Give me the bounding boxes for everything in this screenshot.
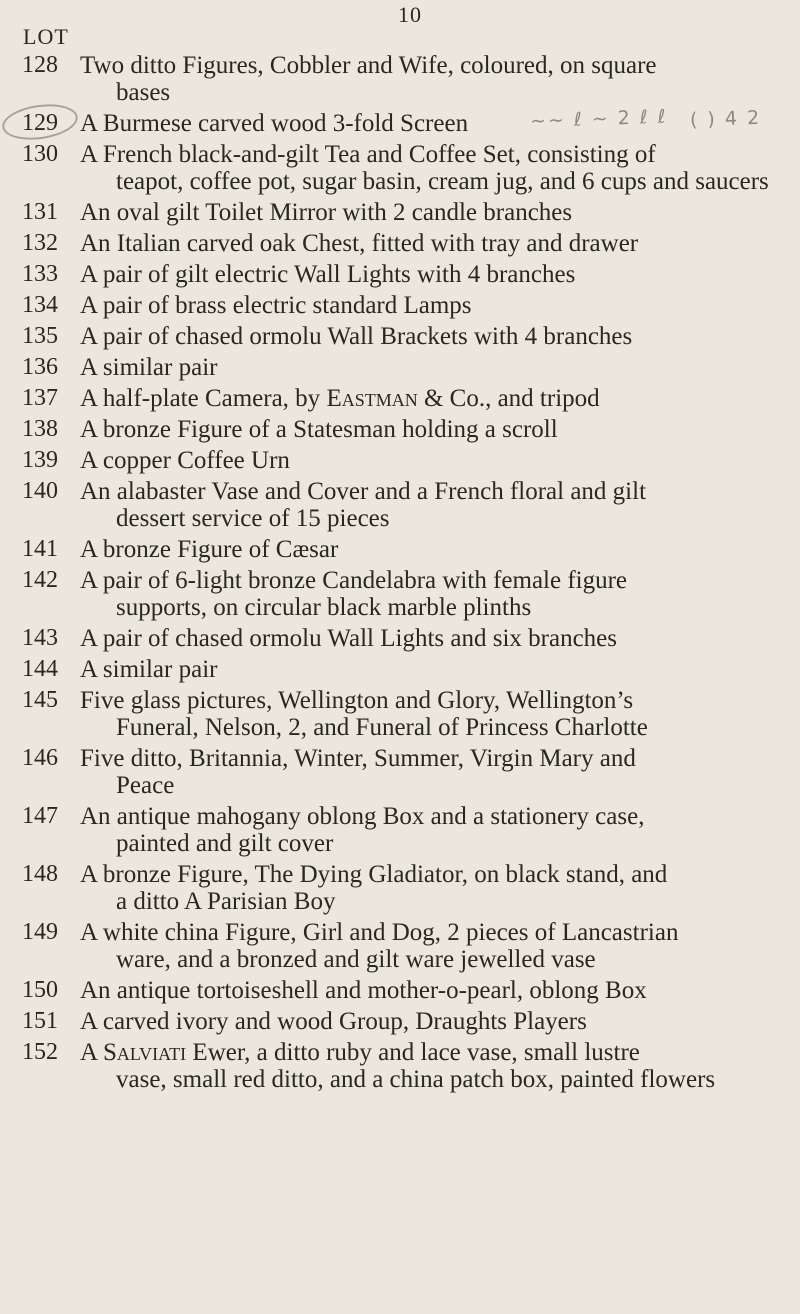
lot-description (80, 478, 770, 532)
lot-entry (0, 447, 800, 474)
lot-entry (0, 656, 800, 683)
lot-entry (0, 261, 800, 288)
lot-entry (0, 354, 800, 381)
lot-description-text: A pair of gilt electric Wall Lights with 4 branches (80, 261, 576, 288)
lot-description-text: Five ditto, Britannia, Winter, Summer, Virgin Mary and (80, 745, 636, 772)
lot-description-continuation: ware, and a bronzed and gilt ware jewelled vase (116, 946, 596, 973)
lot-description (80, 323, 770, 350)
lot-entry (0, 687, 800, 741)
lot-entry (0, 385, 800, 412)
lot-description-text: An antique mahogany oblong Box and a stationery case, (80, 803, 645, 830)
lot-number: 136 (22, 354, 58, 380)
lot-number: 129 (22, 110, 58, 136)
lot-description-text: A bronze Figure, The Dying Gladiator, on black stand, and (80, 861, 668, 888)
lot-entry (0, 745, 800, 799)
lot-description-text: An Italian carved oak Chest, fitted with tray and drawer (80, 230, 639, 257)
lot-description-continuation: a ditto A Parisian Boy (116, 888, 336, 915)
lot-description (80, 385, 770, 412)
lot-description-text: A carved ivory and wood Group, Draughts Players (80, 1008, 587, 1035)
lot-number: 149 (22, 919, 58, 945)
lot-entry (0, 110, 800, 137)
lot-description (80, 656, 770, 683)
lot-description-text: A white china Figure, Girl and Dog, 2 pieces of Lancastrian (80, 919, 679, 946)
lot-number: 145 (22, 687, 58, 713)
lot-number: 152 (22, 1039, 58, 1065)
lot-number: 144 (22, 656, 58, 682)
lot-description-continuation: bases (116, 79, 171, 106)
lot-description-continuation: supports, on circular black marble plinths (116, 594, 532, 621)
lot-number: 150 (22, 977, 58, 1003)
lot-entry (0, 292, 800, 319)
lot-entry (0, 919, 800, 973)
lot-description-continuation: Funeral, Nelson, 2, and Funeral of Princess Charlotte (116, 714, 648, 741)
lot-description-continuation: Peace (116, 772, 175, 799)
lot-number: 128 (22, 52, 58, 78)
lot-entry (0, 199, 800, 226)
lot-description (80, 625, 770, 652)
lot-number: 143 (22, 625, 58, 651)
lot-description (80, 745, 770, 799)
lot-entry (0, 567, 800, 621)
lot-description-continuation: vase, small red ditto, and a china patch box, painted flowers (116, 1066, 716, 1093)
lot-description (80, 110, 770, 137)
lot-number: 130 (22, 141, 58, 167)
lot-description-text: A pair of brass electric standard Lamps (80, 292, 472, 319)
lot-description (80, 977, 770, 1004)
lot-description (80, 919, 770, 973)
lot-description-text-after: & Co., and tripod (417, 385, 600, 412)
lot-description-text: A similar pair (80, 354, 218, 381)
lot-entry (0, 230, 800, 257)
lot-description-continuation: teapot, coffee pot, sugar basin, cream jug, and 6 cups and saucers (116, 168, 769, 195)
lot-entry (0, 803, 800, 857)
lot-description-text: An alabaster Vase and Cover and a French floral and gilt (80, 478, 647, 505)
lot-entry (0, 141, 800, 195)
lot-description-text: An antique tortoiseshell and mother-o-pearl, oblong Box (80, 977, 647, 1004)
lot-description-text: A copper Coffee Urn (80, 447, 290, 474)
lot-description (80, 1039, 770, 1093)
lot-description (80, 567, 770, 621)
lot-description (80, 416, 770, 443)
lot-number: 147 (22, 803, 58, 829)
lot-entry (0, 536, 800, 563)
handwritten-annotation-2: ( ) 4 2 (689, 106, 762, 132)
lot-description (80, 354, 770, 381)
lot-description (80, 803, 770, 857)
lot-number: 146 (22, 745, 58, 771)
lot-entry (0, 1039, 800, 1093)
maker-name: Salviati (102, 1039, 187, 1066)
lot-entry (0, 52, 800, 106)
lot-description (80, 292, 770, 319)
lot-description-text: A pair of 6-light bronze Candelabra with female figure (80, 567, 628, 594)
lot-description-text: A pair of chased ormolu Wall Lights and six branches (80, 625, 617, 652)
lot-description (80, 52, 770, 106)
lot-description-text: A Burmese carved wood 3-fold Screen (80, 110, 469, 137)
lot-description-text: A bronze Figure of a Statesman holding a scroll (80, 416, 558, 443)
lot-description-text: Two ditto Figures, Cobbler and Wife, coloured, on square (80, 52, 657, 79)
lot-description-text: A bronze Figure of Cæsar (80, 536, 339, 563)
page-number: 10 (398, 2, 422, 27)
lot-number: 138 (22, 416, 58, 442)
lot-description-continuation: painted and gilt cover (116, 830, 334, 857)
lot-entry (0, 416, 800, 443)
lot-number: 151 (22, 1008, 58, 1034)
lot-number: 133 (22, 261, 58, 287)
lot-entry (0, 1008, 800, 1035)
lot-description-text-after: Ewer, a ditto ruby and lace vase, small lustre (186, 1039, 640, 1066)
lot-description (80, 687, 770, 741)
lot-description-text: An oval gilt Toilet Mirror with 2 candle branches (80, 199, 573, 226)
lot-entry (0, 478, 800, 532)
lot-entry (0, 861, 800, 915)
lot-number: 142 (22, 567, 58, 593)
lot-description (80, 861, 770, 915)
handwritten-annotation: ~~ ℓ ~ 2 ℓ ℓ (529, 105, 668, 133)
lot-description (80, 199, 770, 226)
maker-name: Eastman (326, 385, 418, 412)
lot-number: 140 (22, 478, 58, 504)
lot-description (80, 141, 770, 195)
lot-list (0, 52, 800, 1097)
lot-number: 134 (22, 292, 58, 318)
lot-entry (0, 625, 800, 652)
lot-description-text: A similar pair (80, 656, 218, 683)
lot-number: 139 (22, 447, 58, 473)
lot-number: 148 (22, 861, 58, 887)
lot-entry (0, 977, 800, 1004)
lot-number: 135 (22, 323, 58, 349)
lot-description-text: A half-plate Camera, by (80, 385, 327, 412)
lot-description-text: A pair of chased ormolu Wall Brackets with 4 branches (80, 323, 633, 350)
lot-column-header: LOT (23, 24, 69, 49)
lot-description-continuation: dessert service of 15 pieces (116, 505, 390, 532)
lot-number: 141 (22, 536, 58, 562)
lot-number: 131 (22, 199, 58, 225)
lot-description (80, 536, 770, 563)
lot-entry (0, 323, 800, 350)
lot-description-text: A French black-and-gilt Tea and Coffee Set, consisting of (80, 141, 656, 168)
lot-number: 137 (22, 385, 58, 411)
lot-description (80, 230, 770, 257)
lot-description (80, 1008, 770, 1035)
lot-number: 132 (22, 230, 58, 256)
lot-description-text: A (80, 1039, 103, 1066)
lot-description (80, 261, 770, 288)
lot-description-text: Five glass pictures, Wellington and Glory, Wellington’s (80, 687, 634, 714)
lot-description (80, 447, 770, 474)
